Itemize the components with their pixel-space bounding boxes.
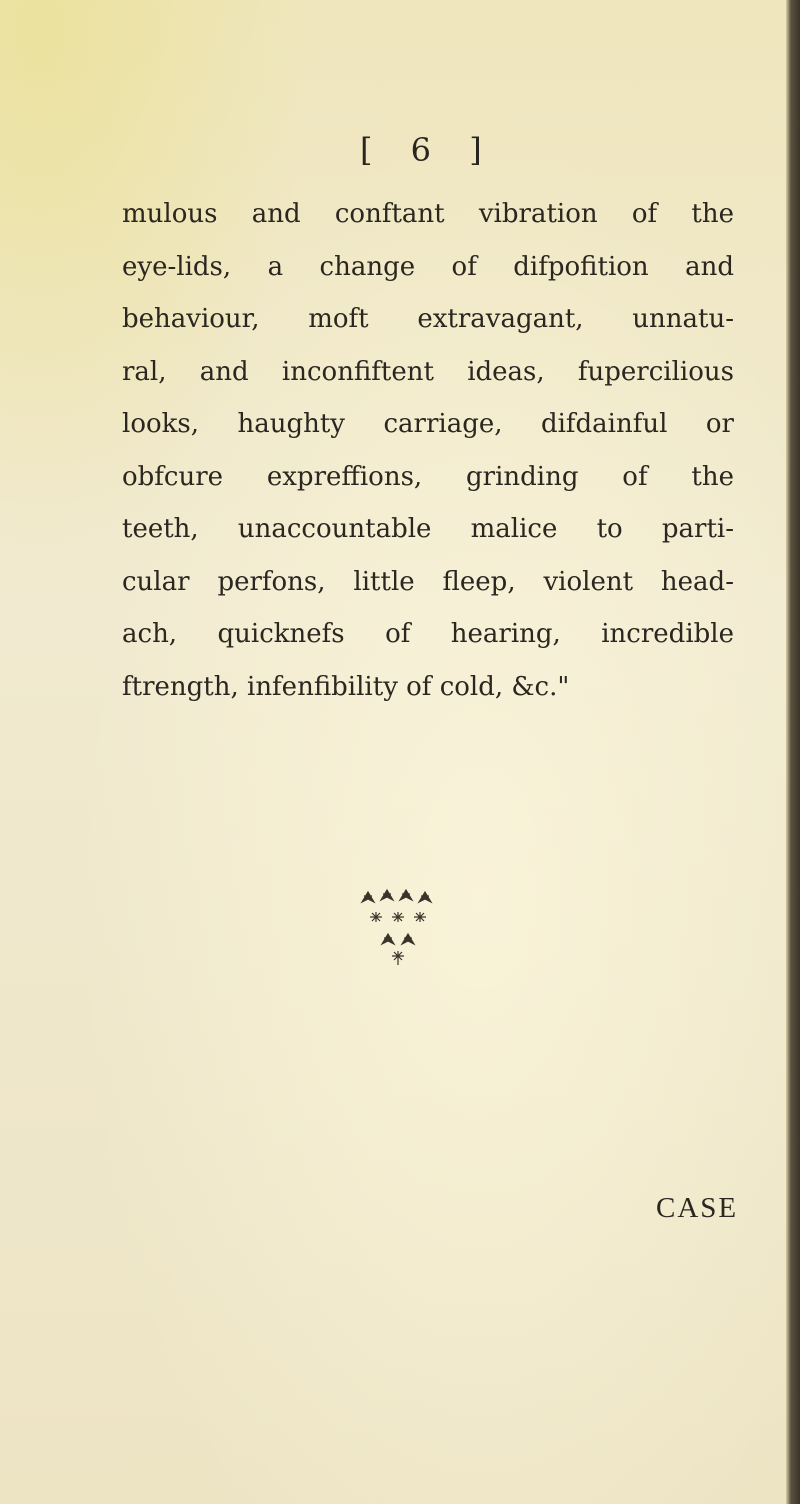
text-line: ach, quicknefs of hearing, incredible: [122, 619, 734, 649]
text-line: cular perfons, little fleep, violent head-: [122, 566, 734, 597]
text-line: behaviour, moft extravagant, unnatu-: [122, 304, 734, 334]
text-line: eye-lids, a change of difpofition and: [122, 251, 734, 282]
text-line: looks, haughty carriage, difdainful or: [122, 409, 734, 439]
text-line: ftrength, infenfibility of cold, &c.": [122, 671, 570, 702]
text-line: mulous and conftant vibration of the: [122, 199, 734, 229]
text-line: ral, and inconfiftent ideas, fupercilious: [122, 356, 734, 387]
text-line: teeth, unaccountable malice to parti-: [122, 514, 734, 544]
text-line: obfcure expreffions, grinding of the: [122, 461, 734, 492]
printer-fleuron-ornament-icon: [354, 888, 444, 968]
page-number-header: [ 6 ]: [360, 131, 496, 169]
page-edge-shadow: [786, 0, 800, 1504]
catchword: CASE: [656, 1192, 739, 1224]
body-text: [122, 188, 734, 713]
